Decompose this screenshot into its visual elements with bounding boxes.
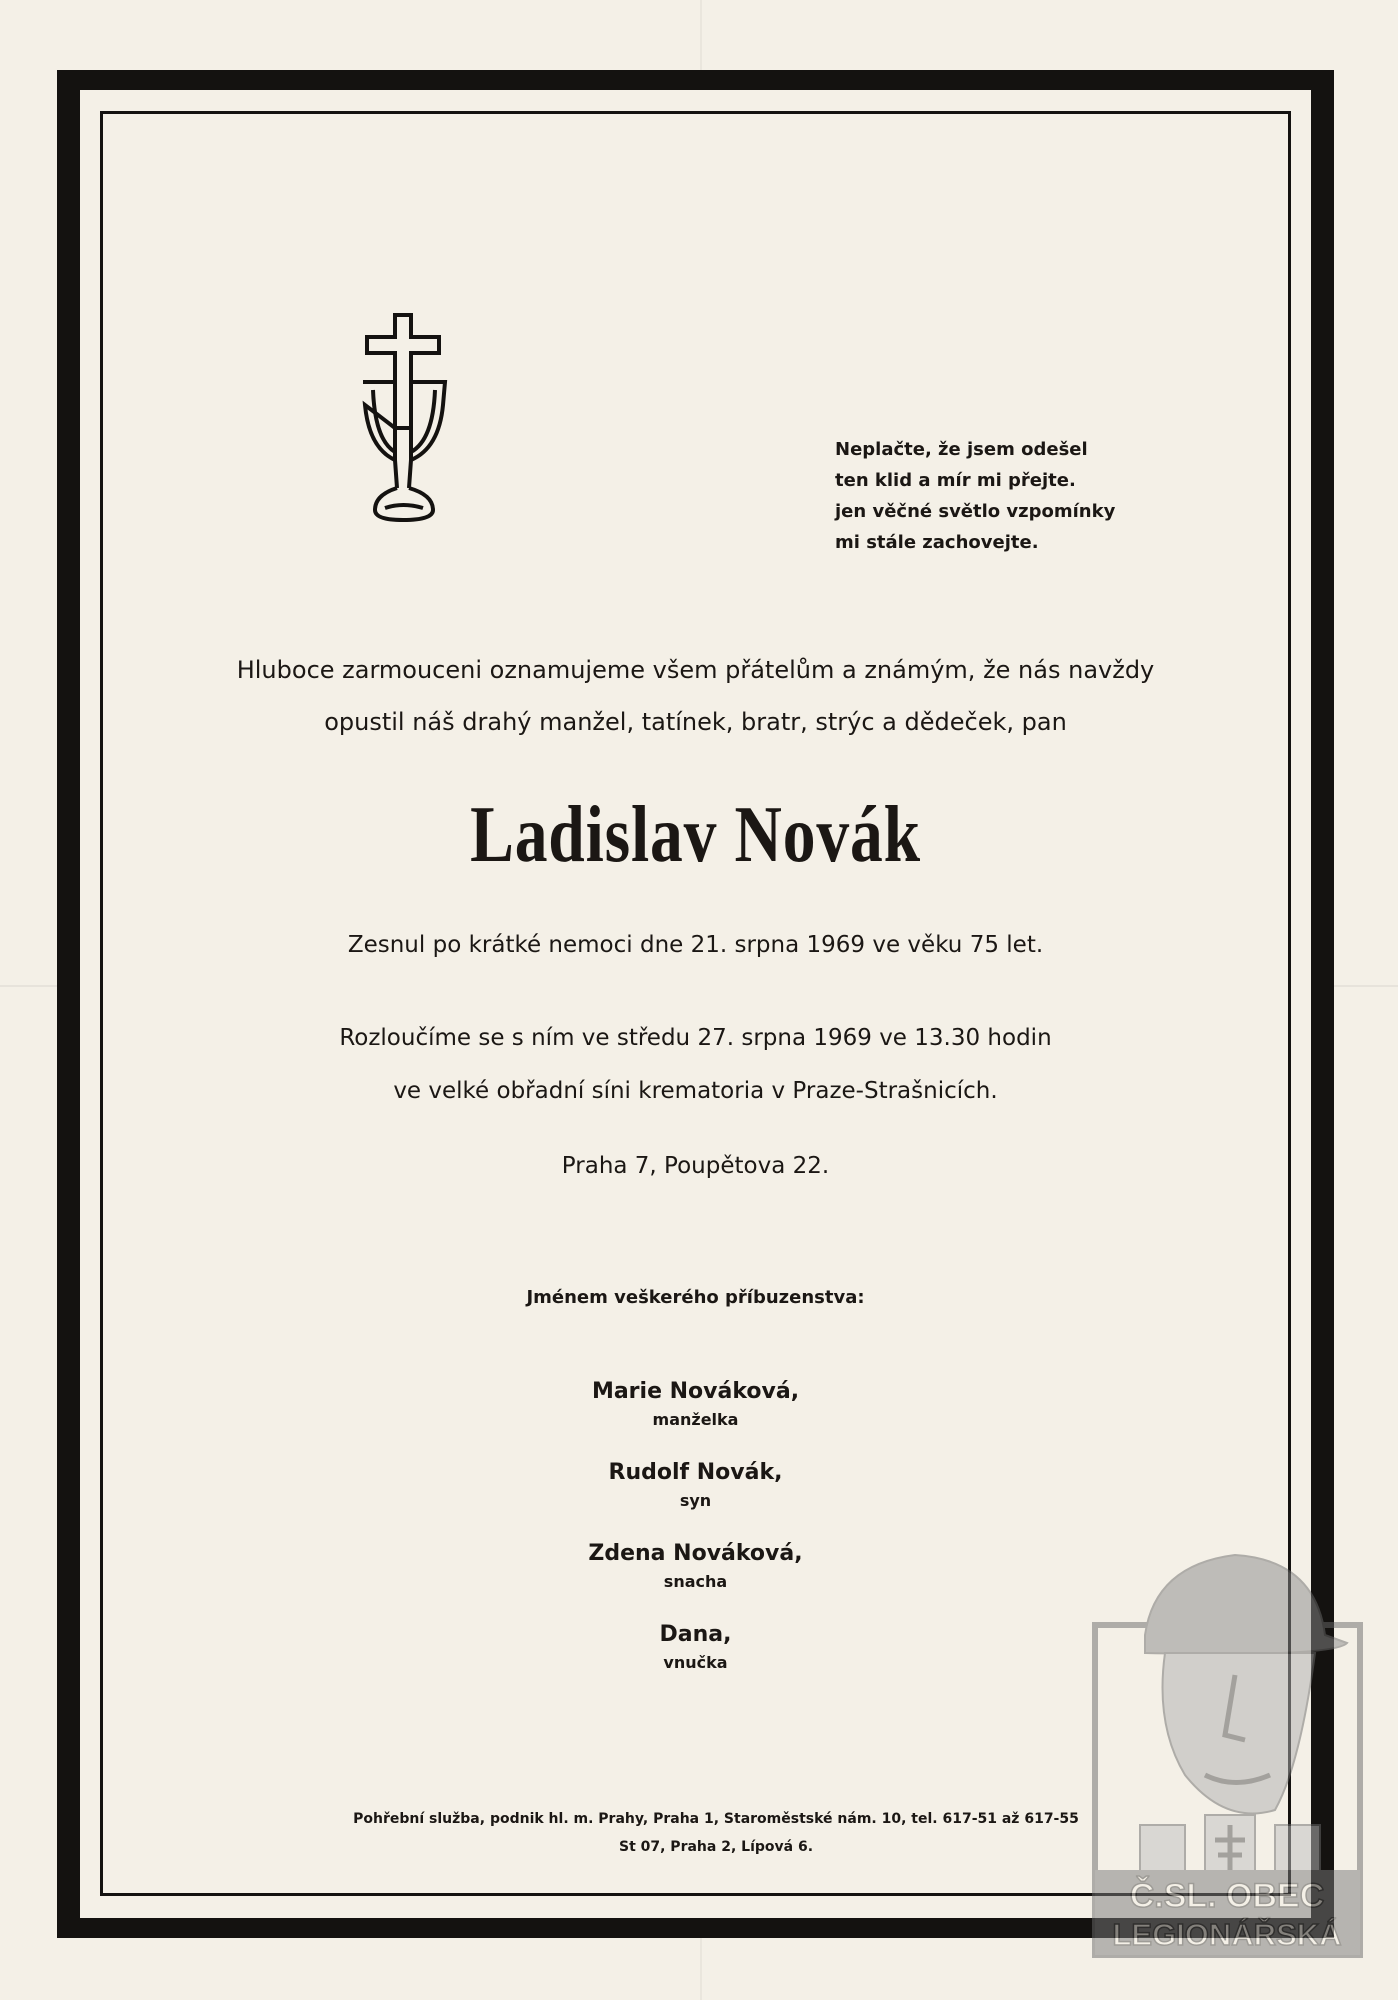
relative-role: syn [679, 1491, 712, 1510]
farewell-line: ve velké obřadní síni krematoria v Praze-Strašnicích. [393, 1078, 998, 1104]
legionnaire-logo [1085, 1525, 1370, 1965]
relative-name: Marie Nováková, [591, 1379, 800, 1404]
relative-name: Rudolf Novák, [608, 1460, 783, 1485]
relative-role: snacha [663, 1572, 728, 1591]
deceased-name: Ladislav Novák [470, 791, 921, 879]
watermark-line-2: LEGIONÁŘSKÁ [1112, 1917, 1342, 1952]
footer-line: Pohřební služba, podnik hl. m. Prahy, Praha 1, Staroměstské nám. 10, tel. 617-51 až 617-55 [353, 1811, 1079, 1827]
funeral-details [100, 1012, 1291, 1118]
family-address: Praha 7, Poupětova 22. [561, 1153, 830, 1179]
poem-line: jen věčné světlo vzpomínky [835, 501, 1116, 522]
memorial-poem [835, 434, 1115, 558]
on-behalf-heading: Jménem veškerého příbuzenstva: [526, 1287, 865, 1308]
poem-line: mi stále zachovejte. [835, 532, 1039, 553]
announcement-intro [100, 644, 1291, 748]
relative-role: manželka [652, 1410, 739, 1429]
relative-entry [100, 1375, 1291, 1456]
relative-name: Zdena Nováková, [588, 1541, 803, 1566]
funeral-service-footer [340, 1805, 1092, 1861]
watermark-line-1: Č.SL. OBEC [1129, 1877, 1325, 1915]
farewell-line: Rozloučíme se s ním ve středu 27. srpna 1969 ve 13.30 hodin [339, 1025, 1052, 1051]
death-notice: Zesnul po krátké nemoci dne 21. srpna 1969 ve věku 75 let. [347, 932, 1044, 958]
poem-line: Neplačte, že jsem odešel [835, 439, 1088, 460]
footer-line: St 07, Praha 2, Lípová 6. [618, 1839, 814, 1855]
intro-line: opustil náš drahý manžel, tatínek, bratr, strýc a dědeček, pan [324, 708, 1067, 736]
cross-chalice-icon [355, 310, 455, 525]
relative-name: Dana, [659, 1622, 732, 1647]
poem-line: ten klid a mír mi přejte. [835, 470, 1076, 491]
relative-role: vnučka [663, 1653, 728, 1672]
intro-line: Hluboce zarmouceni oznamujeme všem přátelům a známým, že nás navždy [236, 656, 1155, 684]
